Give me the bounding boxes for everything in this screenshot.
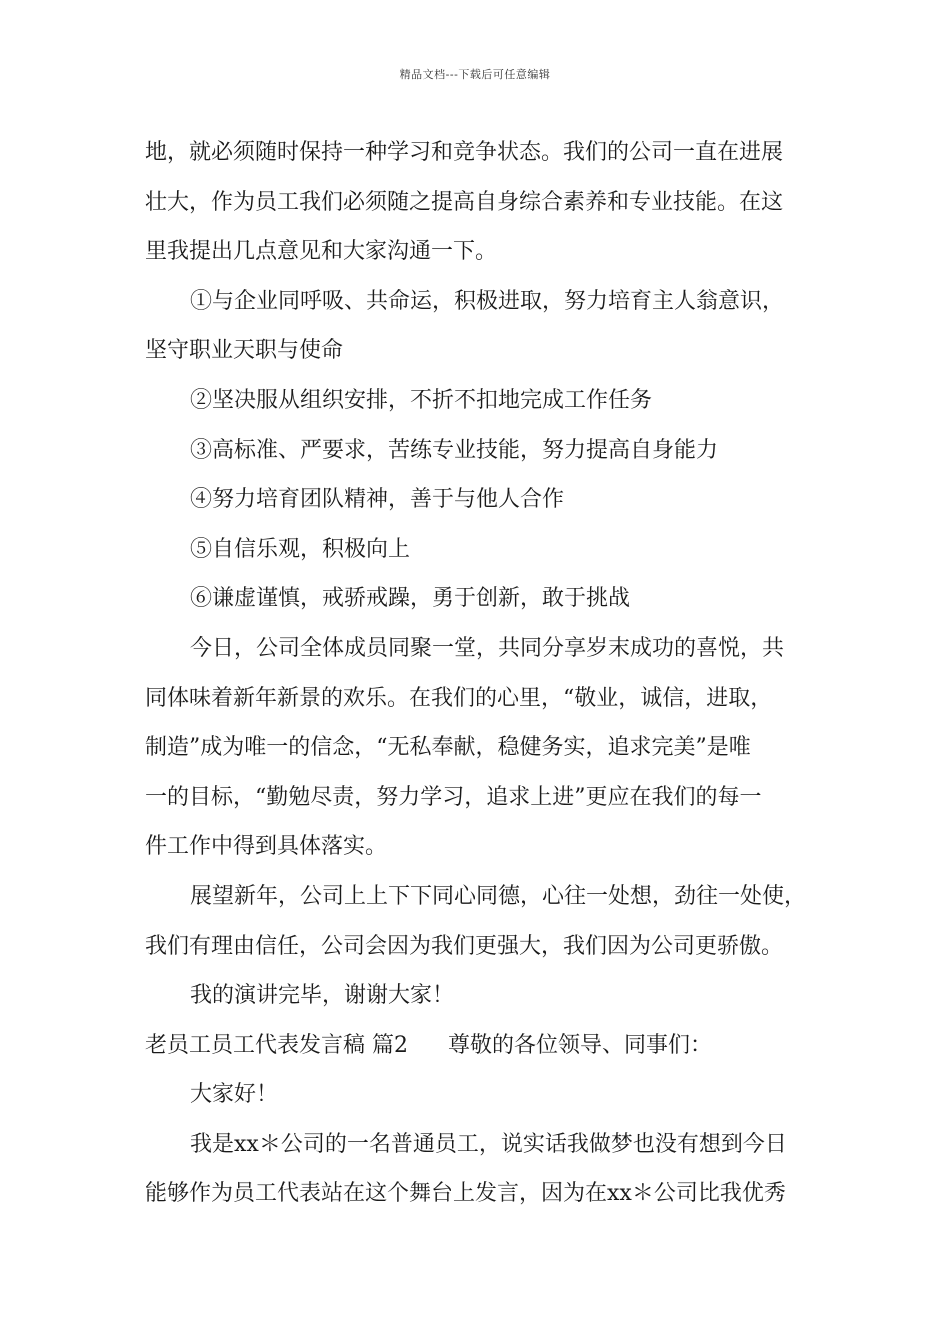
paragraph-line: 同体味着新年新景的欢乐。在我们的心里，“敬业，诚信，进取，	[145, 685, 773, 711]
salutation: 尊敬的各位领导、同事们：	[448, 1032, 713, 1058]
list-item: ④努力培育团队精神，善于与他人合作	[190, 487, 565, 513]
paragraph-line: 今日，公司全体成员同聚一堂，共同分享岁末成功的喜悦，共	[190, 635, 785, 661]
list-item: ①与企业同呼吸、共命运，积极进取，努力培育主人翁意识，	[190, 288, 785, 314]
paragraph-line: 壮大，作为员工我们必须随之提高自身综合素养和专业技能。在这	[145, 189, 784, 215]
list-item-continuation: 坚守职业天职与使命	[145, 338, 344, 364]
section-heading	[145, 1021, 835, 1071]
list-item: ⑤自信乐观，积极向上	[190, 536, 411, 562]
paragraph-line: 能够作为员工代表站在这个舞台上发言，因为在xx＊公司比我优秀	[145, 1181, 786, 1207]
paragraph-line: 件工作中得到具体落实。	[145, 834, 388, 860]
paragraph-line: 我们有理由信任，公司会因为我们更强大，我们因为公司更骄傲。	[145, 933, 784, 959]
page-header: 精品文档---下载后可任意编辑	[399, 68, 551, 81]
list-item: ⑥谦虚谨慎，戒骄戒躁，勇于创新，敢于挑战	[190, 586, 631, 612]
paragraph-line: 地，就必须随时保持一种学习和竞争状态。我们的公司一直在进展	[145, 140, 784, 165]
list-item: ③高标准、严要求，苦练专业技能，努力提高自身能力	[190, 437, 719, 463]
paragraph-line: 展望新年，公司上上下下同心同德，心往一处想，劲往一处使，	[190, 883, 807, 909]
heading-gap	[408, 1021, 448, 1071]
paragraph-line: 制造”成为唯一的信念，“无私奉献，稳健务实，追求完美”是唯	[145, 735, 751, 761]
greeting-line: 大家好！	[190, 1082, 279, 1108]
paragraph-line: 我是xx＊公司的一名普通员工，说实话我做梦也没有想到今日	[190, 1131, 787, 1157]
document-body	[145, 128, 835, 1219]
paragraph-line: 里我提出几点意见和大家沟通一下。	[145, 239, 498, 265]
closing-line: 我的演讲完毕，谢谢大家！	[190, 983, 455, 1009]
paragraph-line: 一的目标，“勤勉尽责，努力学习，追求上进”更应在我们的每一	[145, 784, 762, 810]
section-title: 老员工员工代表发言稿 篇2	[145, 1032, 408, 1058]
list-item: ②坚决服从组织安排，不折不扣地完成工作任务	[190, 387, 653, 413]
